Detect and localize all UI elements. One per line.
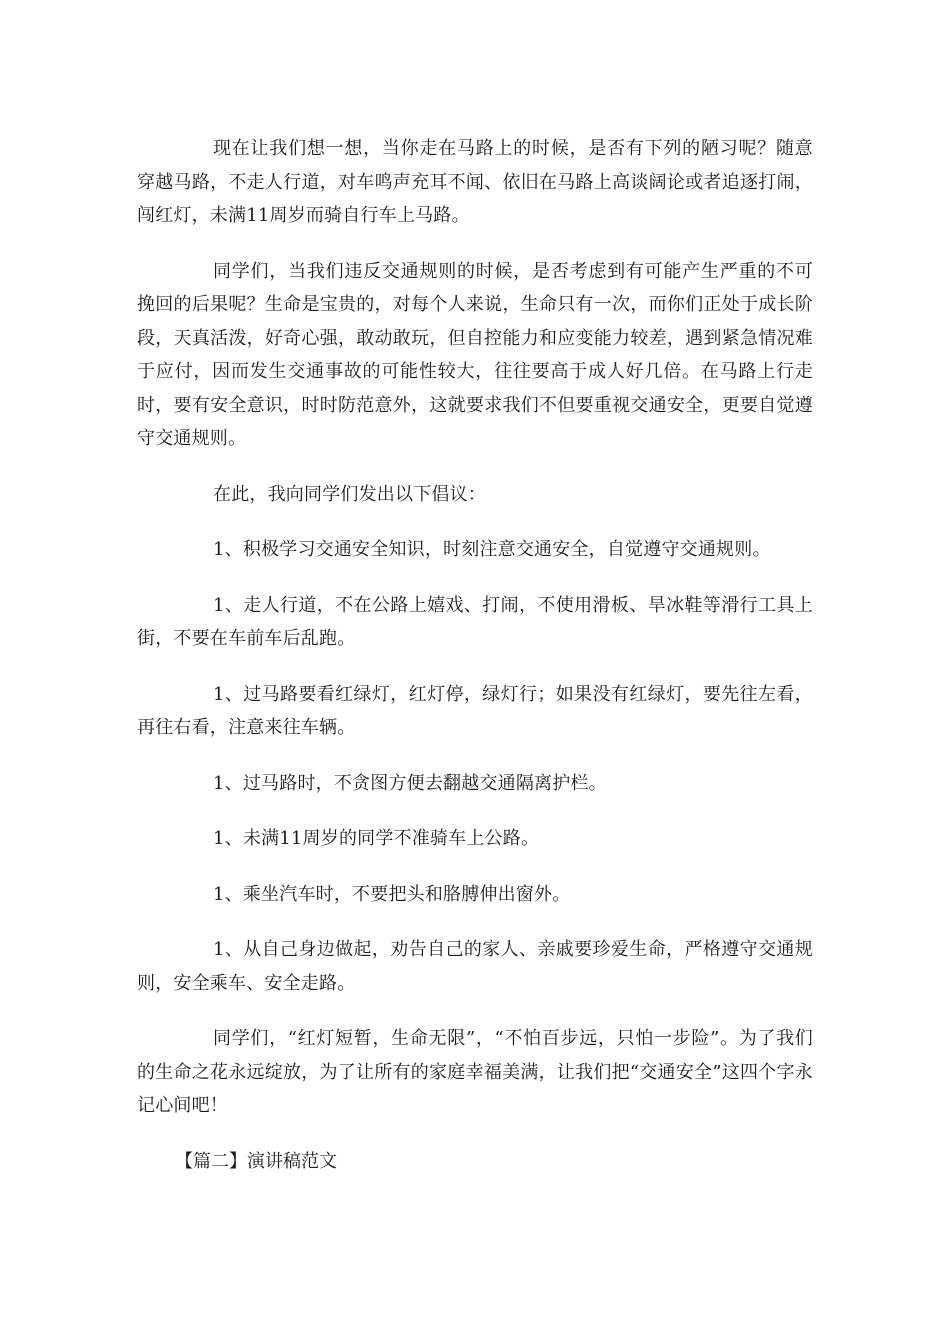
- proposal-item: 1、积极学习交通安全知识，时刻注意交通安全，自觉遵守交通规则。: [213, 539, 771, 560]
- proposal-item: 1、乘坐汽车时，不要把头和胳膊伸出窗外。: [213, 883, 571, 905]
- proposal-item: 1、未满11周岁的同学不准骑车上公路。: [213, 828, 540, 849]
- proposal-item: 1、过马路时，不贪图方便去翻越交通隔离护栏。: [213, 772, 607, 794]
- paragraph-bad-habits: 现在让我们想一想，当你走在马路上的时候，是否有下列的陋习呢？随意穿越马路，不走人行道，对车鸣声充耳不闻、依旧在马路上高谈阔论或者追逐打闹，闯红灯，未满11周岁而骑自行车上马路。: [137, 138, 813, 226]
- section-heading: 【篇二】演讲稿范文: [175, 1150, 337, 1172]
- proposal-item: 1、从自己身边做起，劝告自己的家人、亲戚要珍爱生命，严格遵守交通规则，安全乘车、安全走路。: [137, 939, 813, 994]
- paragraph-consequences: 同学们，当我们违反交通规则的时候，是否考虑到有可能产生严重的不可挽回的后果呢？生命是宝贵的，对每个人来说，生命只有一次，而你们正处于成长阶段，天真活泼，好奇心强，敢动敢玩，但自控能力和应变能力较差，遇到紧急情况难于应付，因而发生交通事故的可能性较大，往往要高于成人好几倍。在马路上行走时，要有安全意识，时时防范意外，这就要求我们不但要重视交通安全，更要自觉遵守交通规则。: [137, 260, 813, 449]
- document-body: [137, 132, 813, 1178]
- paragraph-closing: 同学们，“红灯短暂，生命无限”，“不怕百步远，只怕一步险”。为了我们的生命之花永远绽放，为了让所有的家庭幸福美满，让我们把“交通安全”这四个字永记心间吧！: [137, 1028, 813, 1116]
- proposal-item: 1、过马路要看红绿灯，红灯停，绿灯行；如果没有红绿灯，要先往左看，再往右看，注意来往车辆。: [137, 683, 813, 738]
- paragraph-proposal-intro: 在此，我向同学们发出以下倡议：: [213, 483, 486, 505]
- proposal-item: 1、走人行道，不在公路上嬉戏、打闹，不使用滑板、旱冰鞋等滑行工具上街，不要在车前车后乱跑。: [137, 594, 813, 649]
